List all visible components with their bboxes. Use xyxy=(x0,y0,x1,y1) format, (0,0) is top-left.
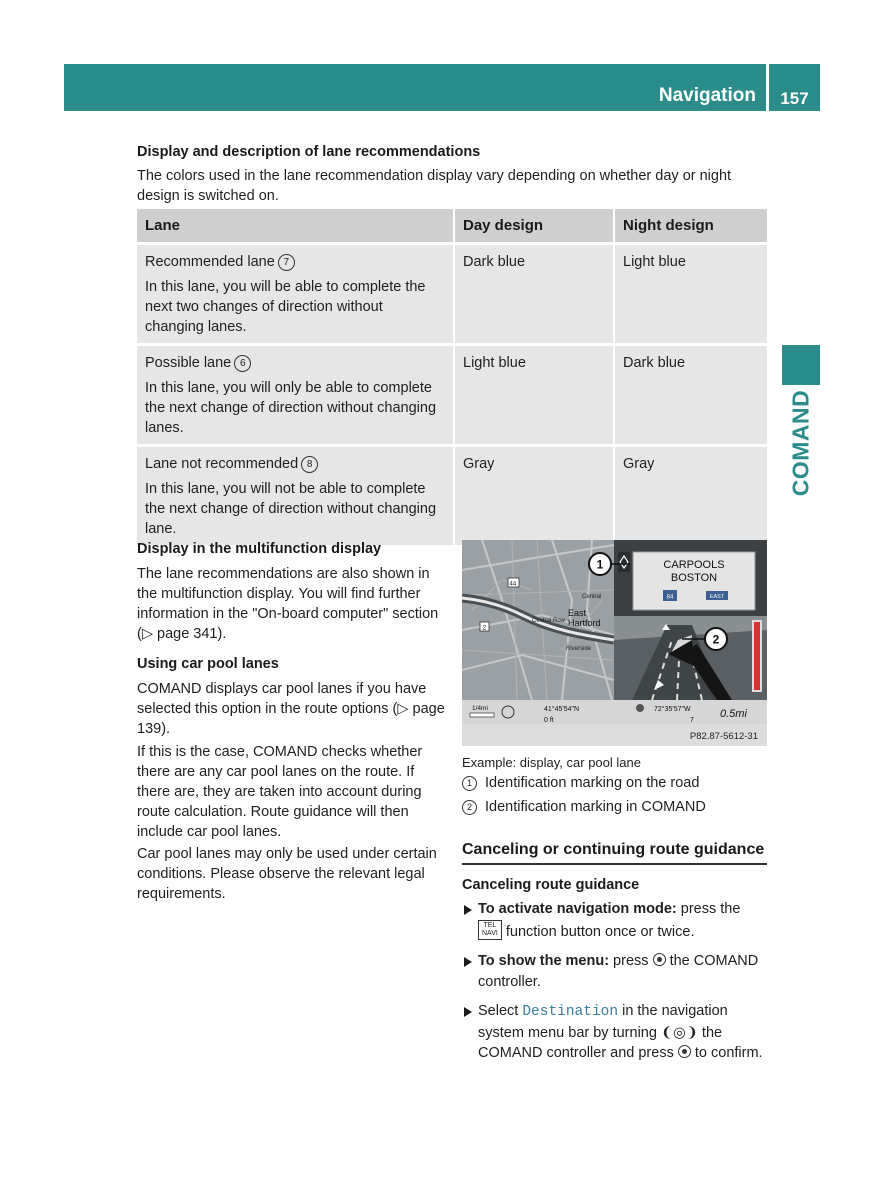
callout-1: 1 xyxy=(596,557,604,572)
table-row xyxy=(137,444,767,545)
car-pool-display-figure xyxy=(462,540,767,746)
step-label: To activate navigation mode: xyxy=(478,901,677,917)
col-header-night: Night design xyxy=(613,209,767,242)
heading-readout: 7 xyxy=(690,717,694,724)
caption-text: Identification marking on the road xyxy=(485,775,700,791)
route-shield-2: 2 xyxy=(482,624,487,632)
heading-multifunction-display: Display in the multifunction display xyxy=(137,541,382,557)
altitude-readout: 0 ft xyxy=(544,717,554,724)
map-label-central-row: Central Row xyxy=(532,618,566,624)
tel-navi-top: TEL xyxy=(483,921,497,929)
subheading-canceling: Canceling route guidance xyxy=(462,877,640,893)
caption-item xyxy=(462,799,706,815)
step-text: Select xyxy=(478,1003,523,1019)
step-item xyxy=(462,1001,767,1064)
section-intro: The colors used in the lane recommendation display vary depending on whether day or night design is switched on. xyxy=(137,168,732,204)
callout-2: 2 xyxy=(712,632,720,647)
map-label-east: East xyxy=(568,608,587,618)
longitude-readout: 72°35'57"W xyxy=(654,706,691,713)
page-number: 157 xyxy=(780,89,809,108)
step-text: to confirm. xyxy=(690,1045,763,1061)
lane-description: In this lane, you will not be able to complete the next change of direction without changing lane. xyxy=(145,481,437,537)
night-design-cell: Light blue xyxy=(613,242,767,343)
lane-description: In this lane, you will be able to complete the next two changes of direction without changing lanes. xyxy=(145,279,426,335)
paragraph-car-pool-2: If this is the case, COMAND checks whether there are any car pool lanes on the route. If there are, they are taken into account during route calculation. Route guidance will then include car pool lanes. xyxy=(137,744,423,840)
paragraph-multifunction: The lane recommendations are also shown in the multifunction display. You will find further information in the "On-board computer" section (▷ page 341). xyxy=(137,566,439,642)
paragraph-car-pool-3: Car pool lanes may only be used under certain conditions. Please observe the relevant legal requirements. xyxy=(137,846,437,902)
day-design-cell: Dark blue xyxy=(453,242,613,343)
heading-canceling-continuing: Canceling or continuing route guidance xyxy=(462,841,767,865)
side-tab-marker xyxy=(782,345,820,385)
lane-cell xyxy=(137,444,453,545)
caption-text: Identification marking in COMAND xyxy=(485,799,706,815)
lane-description: In this lane, you will only be able to complete the next change of direction without changing lanes. xyxy=(145,380,437,436)
figure-caption: Example: display, car pool lane xyxy=(462,755,641,770)
controller-press-icon xyxy=(678,1045,691,1058)
sign-line-2: BOSTON xyxy=(670,572,718,584)
day-design-cell: Light blue xyxy=(453,343,613,444)
caption-item xyxy=(462,775,699,791)
table-row xyxy=(137,242,767,343)
page-title: Navigation xyxy=(658,85,756,106)
tel-navi-bottom: NAVI xyxy=(482,929,498,937)
lane-cell xyxy=(137,343,453,444)
figure-code: P82.87-5612-31 xyxy=(689,731,758,742)
step-text: function button once or twice. xyxy=(501,923,695,940)
night-design-cell: Dark blue xyxy=(613,343,767,444)
caption-number-badge: 1 xyxy=(462,776,477,791)
side-tab-label: COMAND xyxy=(787,389,814,497)
col-header-day: Day design xyxy=(453,209,613,242)
paragraph-car-pool-1: COMAND displays car pool lanes if you have selected this option in the route options (▷ page 139). xyxy=(137,681,445,737)
table-row xyxy=(137,343,767,444)
lane-name: Recommended lane xyxy=(145,254,275,270)
lane-number-badge: 7 xyxy=(278,254,295,271)
steps-list xyxy=(462,899,767,1064)
navigation-screen-illustration xyxy=(462,540,767,746)
map-label-riverside: Riverside xyxy=(566,646,592,652)
lane-number-badge: 6 xyxy=(234,355,251,372)
heading-car-pool-lanes: Using car pool lanes xyxy=(137,656,279,672)
step-text: in the navigation system menu bar by turning xyxy=(478,1003,728,1041)
step-item xyxy=(462,951,767,992)
controller-turn-icon: ❨◎❩ xyxy=(660,1024,698,1041)
step-arrow-icon xyxy=(464,1007,472,1017)
lane-table xyxy=(137,209,767,545)
col-header-lane: Lane xyxy=(137,209,453,242)
step-text: the COMAND controller and press xyxy=(478,1024,723,1061)
step-text: press xyxy=(609,953,649,969)
tel-navi-button-icon xyxy=(478,920,502,940)
latitude-readout: 41°45'54"N xyxy=(544,706,580,713)
controller-press-icon xyxy=(653,953,666,966)
route-shield-44: 44 xyxy=(509,581,517,588)
step-label: To show the menu: xyxy=(478,953,610,969)
lane-name: Lane not recommended xyxy=(145,456,299,472)
step-text: the COMAND controller. xyxy=(478,953,759,990)
section-heading-lane-display: Display and description of lane recommendations xyxy=(137,144,481,160)
day-design-cell: Gray xyxy=(453,444,613,545)
sign-direction: EAST xyxy=(709,594,725,600)
map-label-central: Central xyxy=(582,594,602,600)
step-arrow-icon xyxy=(464,905,472,915)
sign-route-number: 84 xyxy=(666,594,674,601)
sign-line-1: CARPOOLS xyxy=(663,559,725,571)
step-item xyxy=(462,899,767,942)
lane-cell xyxy=(137,242,453,343)
map-scale: 1/4mi xyxy=(472,705,488,712)
map-label-hartford: Hartford xyxy=(568,618,601,628)
night-design-cell: Gray xyxy=(613,444,767,545)
lane-name: Possible lane xyxy=(145,355,232,371)
step-arrow-icon xyxy=(464,957,472,967)
distance-readout: 0.5mi xyxy=(720,708,747,720)
menu-item-destination: Destination xyxy=(522,1004,619,1020)
step-text: press the xyxy=(676,901,741,917)
caption-number-badge: 2 xyxy=(462,800,477,815)
table-header-row xyxy=(137,209,767,242)
lane-number-badge: 8 xyxy=(301,456,318,473)
